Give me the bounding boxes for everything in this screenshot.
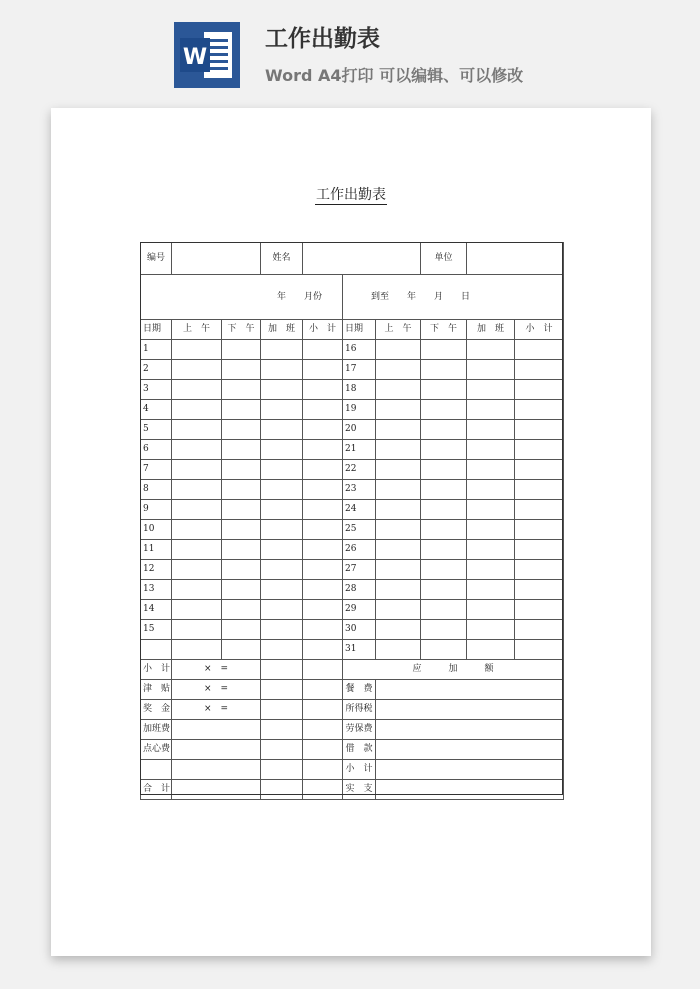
deduction-header: 应 加 额 (343, 660, 564, 680)
day-row (141, 360, 564, 380)
summary-label-left: 小 计 (141, 660, 172, 680)
day-cell-right[interactable] (467, 380, 515, 400)
day-number-right: 22 (343, 460, 376, 480)
day-row (141, 460, 564, 480)
day-cell-right[interactable] (515, 460, 564, 480)
summary-value2-left[interactable] (303, 680, 343, 700)
summary-formula-left (172, 740, 261, 760)
day-cell-left[interactable] (303, 360, 343, 380)
day-number-right: 20 (343, 420, 376, 440)
day-cell-right[interactable] (376, 520, 421, 540)
day-cell-left[interactable] (222, 600, 261, 620)
day-row (141, 520, 564, 540)
col-afternoon-left: 下 午 (222, 320, 261, 340)
summary-label-right: 劳保费 (343, 720, 376, 740)
summary-value-left[interactable] (261, 720, 303, 740)
day-cell-left[interactable] (172, 380, 222, 400)
day-cell-left[interactable] (261, 640, 303, 660)
day-cell-right[interactable] (467, 580, 515, 600)
day-cell-right[interactable] (515, 540, 564, 560)
month-field[interactable]: 年 月份 (141, 275, 343, 320)
unit-label: 单位 (421, 243, 467, 275)
day-cell-right[interactable] (467, 460, 515, 480)
summary-formula-left: × = (172, 660, 261, 680)
day-cell-left[interactable] (303, 640, 343, 660)
day-cell-right[interactable] (421, 580, 467, 600)
day-cell-right[interactable] (421, 340, 467, 360)
day-cell-left[interactable] (303, 520, 343, 540)
day-number-right: 18 (343, 380, 376, 400)
day-row (141, 500, 564, 520)
day-cell-right[interactable] (467, 620, 515, 640)
day-cell-left[interactable] (222, 520, 261, 540)
day-number-right: 19 (343, 400, 376, 420)
day-cell-left[interactable] (303, 580, 343, 600)
day-cell-left[interactable] (261, 380, 303, 400)
summary-label-right: 借 款 (343, 740, 376, 760)
day-cell-right[interactable] (421, 440, 467, 460)
day-cell-right[interactable] (421, 500, 467, 520)
day-number-left: 1 (141, 340, 172, 360)
day-row (141, 380, 564, 400)
day-cell-left[interactable] (222, 440, 261, 460)
day-number-left: 5 (141, 420, 172, 440)
day-cell-right[interactable] (421, 380, 467, 400)
day-cell-right[interactable] (467, 340, 515, 360)
day-number-left: 2 (141, 360, 172, 380)
summary-value-right[interactable] (376, 760, 564, 780)
summary-label-right: 餐 费 (343, 680, 376, 700)
day-number-left: 8 (141, 480, 172, 500)
summary-row (141, 760, 564, 780)
summary-value-right[interactable] (376, 700, 564, 720)
day-cell-right[interactable] (515, 640, 564, 660)
attendance-table (140, 242, 564, 800)
day-cell-right[interactable] (515, 620, 564, 640)
day-cell-left[interactable] (172, 460, 222, 480)
day-number-left: 9 (141, 500, 172, 520)
summary-value2-left[interactable] (303, 760, 343, 780)
day-cell-right[interactable] (376, 440, 421, 460)
day-cell-left[interactable] (172, 340, 222, 360)
day-row (141, 440, 564, 460)
word-icon (174, 22, 240, 88)
summary-value-right[interactable] (376, 740, 564, 760)
day-cell-right[interactable] (467, 560, 515, 580)
summary-value-left[interactable] (261, 700, 303, 720)
summary-value-right[interactable] (376, 680, 564, 700)
day-cell-right[interactable] (421, 640, 467, 660)
day-cell-left[interactable] (261, 600, 303, 620)
day-row (141, 600, 564, 620)
day-cell-left[interactable] (261, 420, 303, 440)
summary-row (141, 740, 564, 760)
day-cell-left[interactable] (222, 500, 261, 520)
document-page (51, 108, 651, 956)
unit-field[interactable] (467, 243, 564, 275)
day-cell-left[interactable] (172, 480, 222, 500)
info-row (141, 243, 564, 275)
day-cell-left[interactable] (172, 640, 222, 660)
day-number-right: 23 (343, 480, 376, 500)
day-cell-left[interactable] (261, 560, 303, 580)
number-field[interactable] (172, 243, 261, 275)
month-row (141, 275, 564, 320)
day-cell-right[interactable] (515, 520, 564, 540)
summary-value-left[interactable] (261, 680, 303, 700)
day-cell-left[interactable] (303, 400, 343, 420)
number-label: 编号 (141, 243, 172, 275)
day-row (141, 340, 564, 360)
day-number-right: 26 (343, 540, 376, 560)
day-cell-right[interactable] (376, 600, 421, 620)
day-number-right: 25 (343, 520, 376, 540)
day-cell-left[interactable] (303, 340, 343, 360)
day-cell-right[interactable] (421, 460, 467, 480)
day-cell-left[interactable] (172, 440, 222, 460)
day-number-right: 27 (343, 560, 376, 580)
day-cell-left[interactable] (261, 440, 303, 460)
day-cell-left[interactable] (261, 400, 303, 420)
day-cell-left[interactable] (303, 500, 343, 520)
day-cell-left[interactable] (261, 540, 303, 560)
day-cell-right[interactable] (376, 560, 421, 580)
summary-label-left: 奖 金 (141, 700, 172, 720)
day-cell-right[interactable] (467, 600, 515, 620)
day-number-right: 17 (343, 360, 376, 380)
day-cell-right[interactable] (421, 480, 467, 500)
summary-value2-left[interactable] (303, 740, 343, 760)
day-cell-left[interactable] (172, 600, 222, 620)
day-cell-right[interactable] (467, 480, 515, 500)
day-cell-right[interactable] (421, 420, 467, 440)
day-number-right: 24 (343, 500, 376, 520)
summary-row (141, 780, 564, 800)
day-cell-right[interactable] (376, 480, 421, 500)
day-cell-right[interactable] (467, 540, 515, 560)
day-row (141, 640, 564, 660)
summary-formula-left (172, 720, 261, 740)
day-cell-right[interactable] (376, 540, 421, 560)
day-cell-left[interactable] (303, 460, 343, 480)
day-cell-left[interactable] (172, 560, 222, 580)
day-cell-left[interactable] (172, 620, 222, 640)
summary-formula-left: × = (172, 680, 261, 700)
day-number-left: 14 (141, 600, 172, 620)
col-morning-right: 上 午 (376, 320, 421, 340)
day-row (141, 620, 564, 640)
day-cell-right[interactable] (515, 400, 564, 420)
day-cell-left[interactable] (172, 500, 222, 520)
day-cell-right[interactable] (467, 420, 515, 440)
day-cell-left[interactable] (172, 540, 222, 560)
day-cell-right[interactable] (421, 520, 467, 540)
day-cell-right[interactable] (376, 340, 421, 360)
day-row (141, 420, 564, 440)
day-cell-right[interactable] (515, 440, 564, 460)
day-cell-right[interactable] (515, 580, 564, 600)
day-number-left: 11 (141, 540, 172, 560)
day-cell-right[interactable] (376, 360, 421, 380)
day-cell-left[interactable] (303, 380, 343, 400)
day-cell-right[interactable] (421, 400, 467, 420)
summary-label-left: 点心费 (141, 740, 172, 760)
day-number-left: 10 (141, 520, 172, 540)
header-subtitle: Word A4打印 可以编辑、可以修改 (265, 66, 524, 85)
header-title: 工作出勤表 (265, 26, 380, 52)
day-cell-right[interactable] (421, 360, 467, 380)
day-cell-right[interactable] (376, 420, 421, 440)
summary-value2-left[interactable] (303, 780, 343, 800)
summary-value-left[interactable] (261, 740, 303, 760)
day-cell-left[interactable] (261, 480, 303, 500)
day-cell-left[interactable] (222, 380, 261, 400)
day-cell-left[interactable] (222, 460, 261, 480)
header-bar (0, 0, 700, 100)
summary-row (141, 720, 564, 740)
day-number-left: 7 (141, 460, 172, 480)
day-cell-right[interactable] (467, 640, 515, 660)
day-cell-right[interactable] (376, 580, 421, 600)
summary-label-right: 所得税 (343, 700, 376, 720)
summary-label-left: 合 计 (141, 780, 172, 800)
summary-formula-left: × = (172, 700, 261, 720)
day-cell-left[interactable] (303, 560, 343, 580)
col-overtime-right: 加 班 (467, 320, 515, 340)
summary-row (141, 660, 564, 680)
column-header-row (141, 320, 564, 340)
col-date-left: 日期 (141, 320, 172, 340)
day-cell-left[interactable] (303, 480, 343, 500)
day-cell-right[interactable] (376, 620, 421, 640)
day-number-right: 31 (343, 640, 376, 660)
day-cell-right[interactable] (376, 380, 421, 400)
day-cell-left[interactable] (222, 360, 261, 380)
day-cell-left[interactable] (222, 420, 261, 440)
day-cell-right[interactable] (515, 500, 564, 520)
day-number-left: 3 (141, 380, 172, 400)
summary-formula-left (172, 780, 261, 800)
day-cell-left[interactable] (261, 460, 303, 480)
day-number-left: 6 (141, 440, 172, 460)
day-cell-right[interactable] (467, 440, 515, 460)
day-cell-left[interactable] (222, 540, 261, 560)
summary-row (141, 680, 564, 700)
day-cell-left[interactable] (261, 620, 303, 640)
day-number-left: 4 (141, 400, 172, 420)
col-subtotal-right: 小 计 (515, 320, 564, 340)
col-subtotal-left: 小 计 (303, 320, 343, 340)
col-date-right: 日期 (343, 320, 376, 340)
summary-label-left: 加班费 (141, 720, 172, 740)
name-field[interactable] (303, 243, 421, 275)
day-number-right: 21 (343, 440, 376, 460)
name-label: 姓名 (261, 243, 303, 275)
day-number-right: 16 (343, 340, 376, 360)
summary-value2-left[interactable] (303, 700, 343, 720)
summary-label-right: 实 支 (343, 780, 376, 800)
day-cell-left[interactable] (261, 580, 303, 600)
day-cell-left[interactable] (172, 400, 222, 420)
day-cell-left[interactable] (303, 440, 343, 460)
day-cell-right[interactable] (515, 600, 564, 620)
day-number-left: 15 (141, 620, 172, 640)
day-cell-right[interactable] (515, 420, 564, 440)
summary-value-left[interactable] (261, 660, 303, 680)
day-cell-right[interactable] (421, 560, 467, 580)
summary-row (141, 700, 564, 720)
day-number-right: 29 (343, 600, 376, 620)
day-row (141, 580, 564, 600)
day-row (141, 480, 564, 500)
day-number-left: 13 (141, 580, 172, 600)
day-cell-left[interactable] (172, 580, 222, 600)
day-cell-left[interactable] (222, 480, 261, 500)
day-cell-left[interactable] (172, 360, 222, 380)
day-number-left: 12 (141, 560, 172, 580)
day-cell-left[interactable] (222, 400, 261, 420)
document-title (51, 184, 651, 204)
period-field[interactable]: 到至 年 月 日 (343, 275, 564, 320)
day-cell-right[interactable] (376, 460, 421, 480)
day-number-left (141, 640, 172, 660)
day-cell-right[interactable] (421, 600, 467, 620)
day-cell-right[interactable] (376, 640, 421, 660)
summary-value2-left[interactable] (303, 720, 343, 740)
day-cell-right[interactable] (421, 540, 467, 560)
day-cell-right[interactable] (467, 520, 515, 540)
day-cell-right[interactable] (376, 500, 421, 520)
day-cell-right[interactable] (467, 400, 515, 420)
day-cell-left[interactable] (222, 560, 261, 580)
day-cell-left[interactable] (303, 600, 343, 620)
summary-value-right[interactable] (376, 720, 564, 740)
summary-value2-left[interactable] (303, 660, 343, 680)
day-cell-left[interactable] (222, 580, 261, 600)
day-row (141, 560, 564, 580)
day-cell-left[interactable] (303, 540, 343, 560)
word-icon-letter: W (182, 45, 208, 70)
day-cell-left[interactable] (172, 420, 222, 440)
day-cell-right[interactable] (515, 380, 564, 400)
day-cell-right[interactable] (376, 400, 421, 420)
day-cell-left[interactable] (222, 620, 261, 640)
day-number-right: 30 (343, 620, 376, 640)
col-overtime-left: 加 班 (261, 320, 303, 340)
day-cell-left[interactable] (261, 520, 303, 540)
day-cell-right[interactable] (467, 500, 515, 520)
day-cell-right[interactable] (421, 620, 467, 640)
day-cell-left[interactable] (261, 340, 303, 360)
summary-value-left[interactable] (261, 780, 303, 800)
day-cell-left[interactable] (222, 640, 261, 660)
day-cell-right[interactable] (515, 340, 564, 360)
summary-label-left: 津 贴 (141, 680, 172, 700)
day-cell-left[interactable] (222, 340, 261, 360)
day-cell-left[interactable] (303, 620, 343, 640)
day-cell-right[interactable] (467, 360, 515, 380)
summary-value-left[interactable] (261, 760, 303, 780)
summary-value-right[interactable] (376, 780, 564, 800)
day-cell-right[interactable] (515, 480, 564, 500)
day-cell-left[interactable] (261, 500, 303, 520)
col-morning-left: 上 午 (172, 320, 222, 340)
summary-label-left (141, 760, 172, 780)
day-cell-right[interactable] (515, 560, 564, 580)
day-cell-right[interactable] (515, 360, 564, 380)
day-row (141, 400, 564, 420)
document-title-text: 工作出勤表 (316, 187, 386, 203)
summary-formula-left (172, 760, 261, 780)
summary-label-right: 小 计 (343, 760, 376, 780)
day-cell-left[interactable] (172, 520, 222, 540)
col-afternoon-right: 下 午 (421, 320, 467, 340)
day-cell-left[interactable] (261, 360, 303, 380)
day-row (141, 540, 564, 560)
day-cell-left[interactable] (303, 420, 343, 440)
day-number-right: 28 (343, 580, 376, 600)
